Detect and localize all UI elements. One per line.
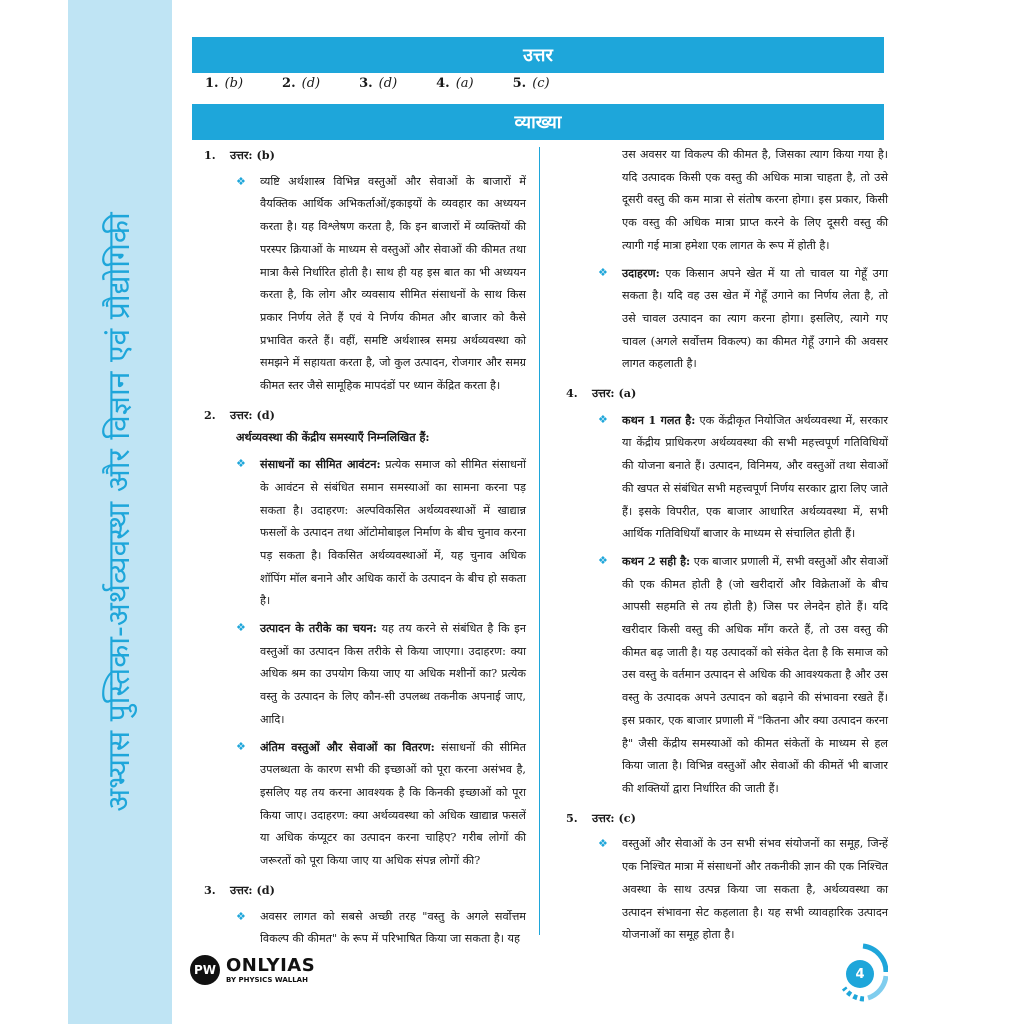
q3-text: अवसर लागत को सबसे अच्छी तरह "वस्तु के अगले सर्वोत्तम विकल्प की कीमत" के रूप में परिभाषित किया जा सकता है। यह (260, 909, 526, 946)
answer-number: 5. (512, 76, 527, 91)
q4-number: 4. (566, 386, 578, 401)
answer-value: (b) (224, 76, 244, 91)
q3-example-text: एक किसान अपने खेत में या तो चावल या गेहूँ उगा सकता है। यदि वह उस खेत में गेहूँ उगाने का निर्णय लेता है, तो उसे चावल उत्पादन का त्याग करना होगा। इसलिए, त्यागे गए चावल (अगले सर्वोत्तम विकल्प) का कीमत गेहूँ उगाने की अवसर लागत कहलाती है। (622, 266, 888, 371)
diamond-bullet-icon: ❖ (236, 621, 246, 635)
diamond-bullet-icon: ❖ (236, 174, 246, 188)
q1-point (204, 171, 526, 398)
q2-answer: उत्तर: (d) (230, 407, 275, 422)
left-column (204, 144, 526, 951)
q3-example-title: उदाहरण: (622, 265, 660, 280)
answer-item (205, 76, 243, 91)
answer-item (282, 76, 320, 91)
q4-point-1-text: एक केंद्रीकृत नियोजित अर्थव्यवस्था में, सरकार या केंद्रीय प्राधिकरण अर्थव्यवस्था की सभी महत्त्वपूर्ण गतिविधियों की योजना बनाते हैं। उत्पादन, विनिमय, और वस्तुओं तथा सेवाओं की खपत से संबंधित सभी महत्त्वपूर्ण निर्णय सरकार द्वारा लिए जाते हैं। इसके विपरीत, एक बाजार आधारित अर्थव्यवस्था में, सभी आर्थिक गतिविधियाँ बाजार के माध्यम से संचालित होती हैं। (622, 413, 888, 541)
logo-title: ONLYIAS (226, 954, 316, 976)
q3-heading (204, 879, 526, 902)
q5-heading (566, 807, 888, 830)
q1-text: व्यष्टि अर्थशास्त्र विभिन्न वस्तुओं और सेवाओं के बाजारों में वैयक्तिक आर्थिक अभिकर्ताओं/इकाइयों के व्यवहार का अध्ययन करता है। यह विश्लेषण करता है, कि इन बाजारों में व्यक्तियों की परस्पर क्रियाओं के माध्यम से वस्तुओं और सेवाओं की कीमत तथा मात्रा कैसे निर्धारित होती है। साथ ही यह इस बात का भी अध्ययन करता है, कि लोग और व्यवसाय सीमित संसाधनों के साथ किस प्रकार निर्णय लेते हैं एवं ये निर्णय कीमत और बाजार को कैसे प्रभावित करते हैं। वहीं, समष्टि अर्थशास्त्र समग्र अर्थव्यवस्था को समझने में सहायता करता है, जो कुल उत्पादन, रोजगार और समग्र कीमत स्तर जैसे सामूहिक मापदंडों पर ध्यान केंद्रित करता है। (260, 174, 526, 393)
q5-text: वस्तुओं और सेवाओं के उन सभी संभव संयोजनों का समूह, जिन्हें एक निश्चित मात्रा में संसाधनों और तकनीकी ज्ञान की एक निश्चित अवस्था के साथ उत्पन्न किया जा सकता है, अर्थव्यवस्था का उत्पादन संभावना सेट कहलाता है। यह सभी व्यावहारिक उत्पादन योजनाओं का समूह होता है। (622, 837, 888, 942)
diamond-bullet-icon: ❖ (598, 837, 608, 851)
q2-point-3-text: संसाधनों की सीमित उपलब्धता के कारण सभी की इच्छाओं को पूरा करना असंभव है, इसलिए यह तय करना आवश्यक है कि किनकी इच्छाओं को पूरा किया जाए। उदाहरण: क्या अर्थव्यवस्था को अधिक खाद्यान्न फसलें या अधिक कंप्यूटर का उत्पादन करना चाहिए? गरीब लोगों की जरूरतों को पूरा किया जाए या अधिक संपन्न लोगों की? (260, 740, 526, 868)
answer-value: (d) (301, 76, 321, 91)
q5-answer: उत्तर: (c) (592, 810, 636, 825)
q3-example (566, 262, 888, 377)
q3-number: 3. (204, 882, 216, 897)
q3-answer: उत्तर: (d) (230, 882, 275, 897)
q3-point (204, 906, 526, 951)
answer-number: 1. (205, 76, 219, 91)
answer-item (513, 76, 550, 91)
publisher-logo (190, 955, 315, 985)
q2-point-1-title: संसाधनों का सीमित आवंटन: (260, 457, 381, 472)
answer-value: (c) (532, 76, 550, 91)
q4-point-2-title: कथन 2 सही है: (622, 553, 691, 568)
answer-number: 3. (359, 76, 373, 91)
diamond-bullet-icon: ❖ (598, 412, 608, 426)
q2-intro: अर्थव्यवस्था की केंद्रीय समस्याएँ निम्नलिखित हैं: (236, 430, 430, 445)
diamond-bullet-icon: ❖ (598, 553, 608, 567)
pw-logo-icon: PW (190, 955, 220, 985)
q2-point-2 (204, 617, 526, 732)
right-column (566, 144, 888, 947)
q2-number: 2. (204, 407, 216, 422)
diamond-bullet-icon: ❖ (236, 457, 246, 471)
q5-point (566, 833, 888, 947)
explanation-heading: व्याख्या (514, 112, 562, 133)
q4-point-2-text: एक बाजार प्रणाली में, सभी वस्तुओं और सेवाओं की एक कीमत होती है (जो खरीदारों और विक्रेताओं के बीच आपसी सहमति से तय होती है) जिस पर लेनदेन होते हैं। यदि खरीदार किसी वस्तु की अधिक माँग करते हैं, तो उस वस्तु की कीमत बढ़ जाती है। यह उत्पादकों को संकेत देता है कि समाज को उस वस्तु के वर्तमान उत्पादन से अधिक की आवश्यकता है और उस वस्तु के उत्पादक अपने उत्पादन को बढ़ाने की संभावना रखते हैं। इस प्रकार, एक बाजार प्रणाली में "कितना और क्या उत्पादन करना है" जैसी केंद्रीय समस्याओं को कीमत संकेतों के माध्यम से हल किया जाता है। विभिन्न वस्तुओं और सेवाओं की कीमतें भी बाजार की शक्तियों द्वारा निर्धारित की जाती हैं। (622, 554, 889, 795)
column-divider (539, 147, 540, 935)
diamond-bullet-icon: ❖ (236, 909, 246, 923)
q4-point-1 (566, 409, 888, 546)
page-number: 4 (846, 960, 874, 988)
side-title: अभ्यास पुस्तिका-अर्थव्यवस्था और विज्ञान एवं प्रौद्योगिकी (102, 212, 137, 812)
diamond-bullet-icon: ❖ (236, 739, 246, 753)
diamond-bullet-icon: ❖ (598, 265, 608, 279)
q1-heading (204, 144, 526, 167)
q5-number: 5. (566, 810, 578, 825)
answer-item (359, 76, 397, 91)
answer-value: (d) (378, 76, 398, 91)
q2-point-1 (204, 453, 526, 613)
answer-value: (a) (455, 76, 474, 91)
answer-item (436, 76, 473, 91)
explanation-heading-bar (192, 104, 884, 140)
q2-point-2-text: यह तय करने से संबंधित है कि इन वस्तुओं का उत्पादन किस तरीके से किया जाएगा। उदाहरण: क्या अधिक श्रम का उपयोग किया जाए या अधिक मशीनों का? प्रत्येक वस्तु के उत्पादन के लिए कौन-सी उपलब्ध तकनीक अपनाई जाए, आदि। (260, 622, 526, 726)
q2-point-3-title: अंतिम वस्तुओं और सेवाओं का वितरण: (260, 739, 435, 754)
logo-subtitle: BY PHYSICS WALLAH (226, 975, 308, 984)
q2-heading (204, 404, 526, 427)
q1-number: 1. (204, 148, 216, 162)
q4-answer: उत्तर: (a) (592, 386, 637, 401)
answers-heading-bar (192, 37, 884, 73)
q2-point-3 (204, 736, 526, 873)
q2-point-2-title: उत्पादन के तरीके का चयन: (260, 621, 377, 636)
q2-point-1-text: प्रत्येक समाज को सीमित संसाधनों के आवंटन से संबंधित समान समस्याओं का सामना करना पड़ सकता है। उदाहरण: अल्पविकसित अर्थव्यवस्थाओं में खाद्यान्न फसलों के उत्पादन तथा ऑटोमोबाइल निर्माण के बीच चुनाव करना पड़ सकता है। विकसित अर्थव्यवस्थाओं में, यह चुनाव अधिक शॉपिंग मॉल बनाने और अधिक कारों के उत्पादन के बीच हो सकता है। (260, 458, 526, 608)
q3-text-continued: उस अवसर या विकल्प की कीमत है, जिसका त्याग किया गया है। यदि उत्पादक किसी एक वस्तु की अधिक मात्रा चाहता है, तो उसे दूसरी वस्तु की कम मात्रा से संतोष करना होगा। इस प्रकार, किसी एक वस्तु की अधिक मात्रा प्राप्त करने के लिए दूसरी वस्तु की त्यागी गई मात्रा हमेशा एक लागत के रूप में होती है। (622, 148, 888, 252)
answers-row (205, 76, 589, 91)
q4-heading (566, 382, 888, 405)
q4-point-2 (566, 550, 888, 801)
answers-heading: उत्तर (523, 45, 553, 66)
q4-point-1-title: कथन 1 गलत है: (622, 412, 696, 427)
q1-answer: उत्तर: (b) (230, 148, 275, 162)
answer-number: 2. (282, 76, 296, 91)
answer-number: 4. (436, 76, 450, 91)
